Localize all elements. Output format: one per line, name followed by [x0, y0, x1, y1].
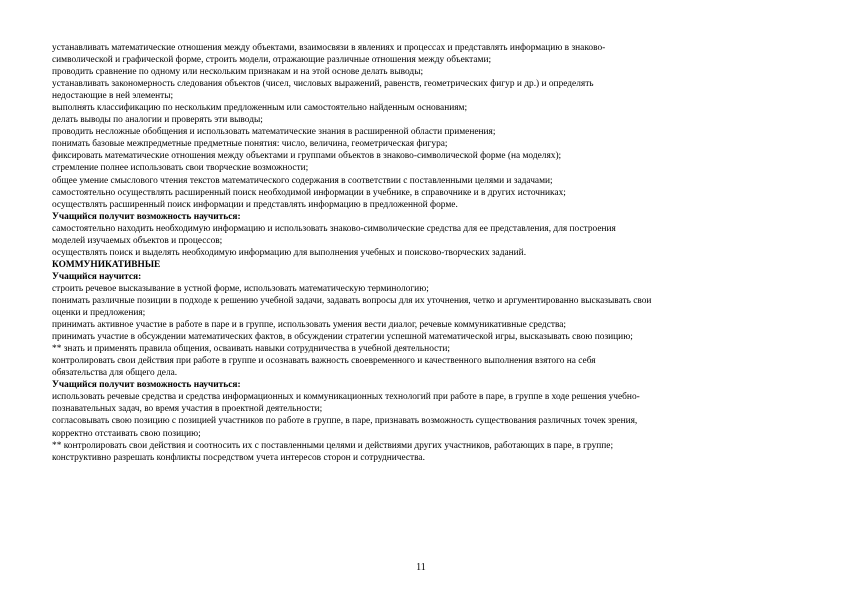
text-line: Учащийся научится: [52, 271, 142, 282]
text-line: моделей изучаемых объектов и процессов; [52, 235, 223, 246]
text-line: осуществлять поиск и выделять необходимую информацию для выполнения учебных и поисково-творческих заданий. [52, 247, 527, 258]
text-line: стремление полнее использовать свои творческие возможности; [52, 163, 309, 174]
text-line: общее умение смыслового чтения текстов математического содержания в соответствии с поставленными целями и задачами; [52, 175, 553, 186]
text-line: познавательных задач, во время участия в проектной деятельности; [52, 404, 323, 415]
text-line: обязательства для общего дела. [52, 368, 178, 379]
text-line: корректно отстаивать свою позицию; [52, 428, 201, 439]
text-line: осуществлять расширенный поиск информации и представлять информацию в предложенной форме. [52, 199, 458, 210]
text-line: Учащийся получит возможность научиться: [52, 211, 241, 222]
text-line: выполнять классификацию по нескольким предложенным или самостоятельно найденным основаниям; [52, 103, 468, 114]
text-line: понимать базовые межпредметные предметные понятия: число, величина, геометрическая фигура; [52, 139, 448, 150]
text-line: принимать участие в обсуждении математических фактов, в обсуждении стратегии успешной математической игры, высказывать свою позицию; [52, 332, 633, 343]
text-line: конструктивно разрешать конфликты посредством учета интересов сторон и сотрудничества. [52, 452, 425, 463]
text-line: ** знать и применять правила общения, осваивать навыки сотрудничества в учебной деятельности; [52, 344, 450, 355]
document-body [52, 42, 812, 464]
text-line: использовать речевые средства и средства информационных и коммуникационных технологий при работе в паре, в группе в ходе решения учебно- [52, 392, 640, 403]
text-line: символической и графической форме, строить модели, отражающие различные отношения между объектами; [52, 55, 492, 66]
text-line: самостоятельно находить необходимую информацию и использовать знаково-символические средства для ее представления, для построения [52, 223, 616, 234]
text-line: оценки и предложения; [52, 308, 146, 319]
text-line: контролировать свои действия при работе в группе и осознавать важность своевременного и качественного выполнения взятого на себя [52, 356, 596, 367]
text-line: самостоятельно осуществлять расширенный поиск необходимой информации в учебнике, в справочнике и в других источниках; [52, 187, 566, 198]
text-line: устанавливать математические отношения между объектами, взаимосвязи в явлениях и процессах и представлять информацию в знаково- [52, 43, 606, 53]
text-line: Учащийся получит возможность научиться: [52, 380, 241, 391]
text-line: фиксировать математические отношения между объектами и группами объектов в знаково-символической форме (на моделях); [52, 151, 562, 162]
page-number: 11 [416, 562, 426, 573]
text-line: ** контролировать свои действия и соотносить их с поставленными целями и действиями других участников, работающих в паре, в группе; [52, 440, 614, 451]
text-line: недостающие в ней элементы; [52, 91, 174, 102]
text-line: проводить сравнение по одному или нескольким признакам и на этой основе делать выводы; [52, 67, 424, 78]
text-line: согласовывать свою позицию с позицией участников по работе в группе, в паре, признавать возможность существования различных точек зрения, [52, 416, 638, 427]
text-line: делать выводы по аналогии и проверять эти выводы; [52, 115, 263, 126]
text-line: строить речевое высказывание в устной форме, использовать математическую терминологию; [52, 283, 429, 294]
text-line: принимать активное участие в работе в паре и в группе, использовать умения вести диалог, речевые коммуникативные средства; [52, 320, 567, 331]
text-line: понимать различные позиции в подходе к решению учебной задачи, задавать вопросы для их уточнения, четко и аргументированно высказывать свои [52, 295, 652, 306]
text-line: проводить несложные обобщения и использовать математические знания в расширенной области применения; [52, 127, 496, 138]
text-line: устанавливать закономерность следования объектов (чисел, числовых выражений, равенств, геометрических фигур и др.) и определять [52, 79, 594, 90]
text-line: КОММУНИКАТИВНЫЕ [52, 259, 161, 270]
